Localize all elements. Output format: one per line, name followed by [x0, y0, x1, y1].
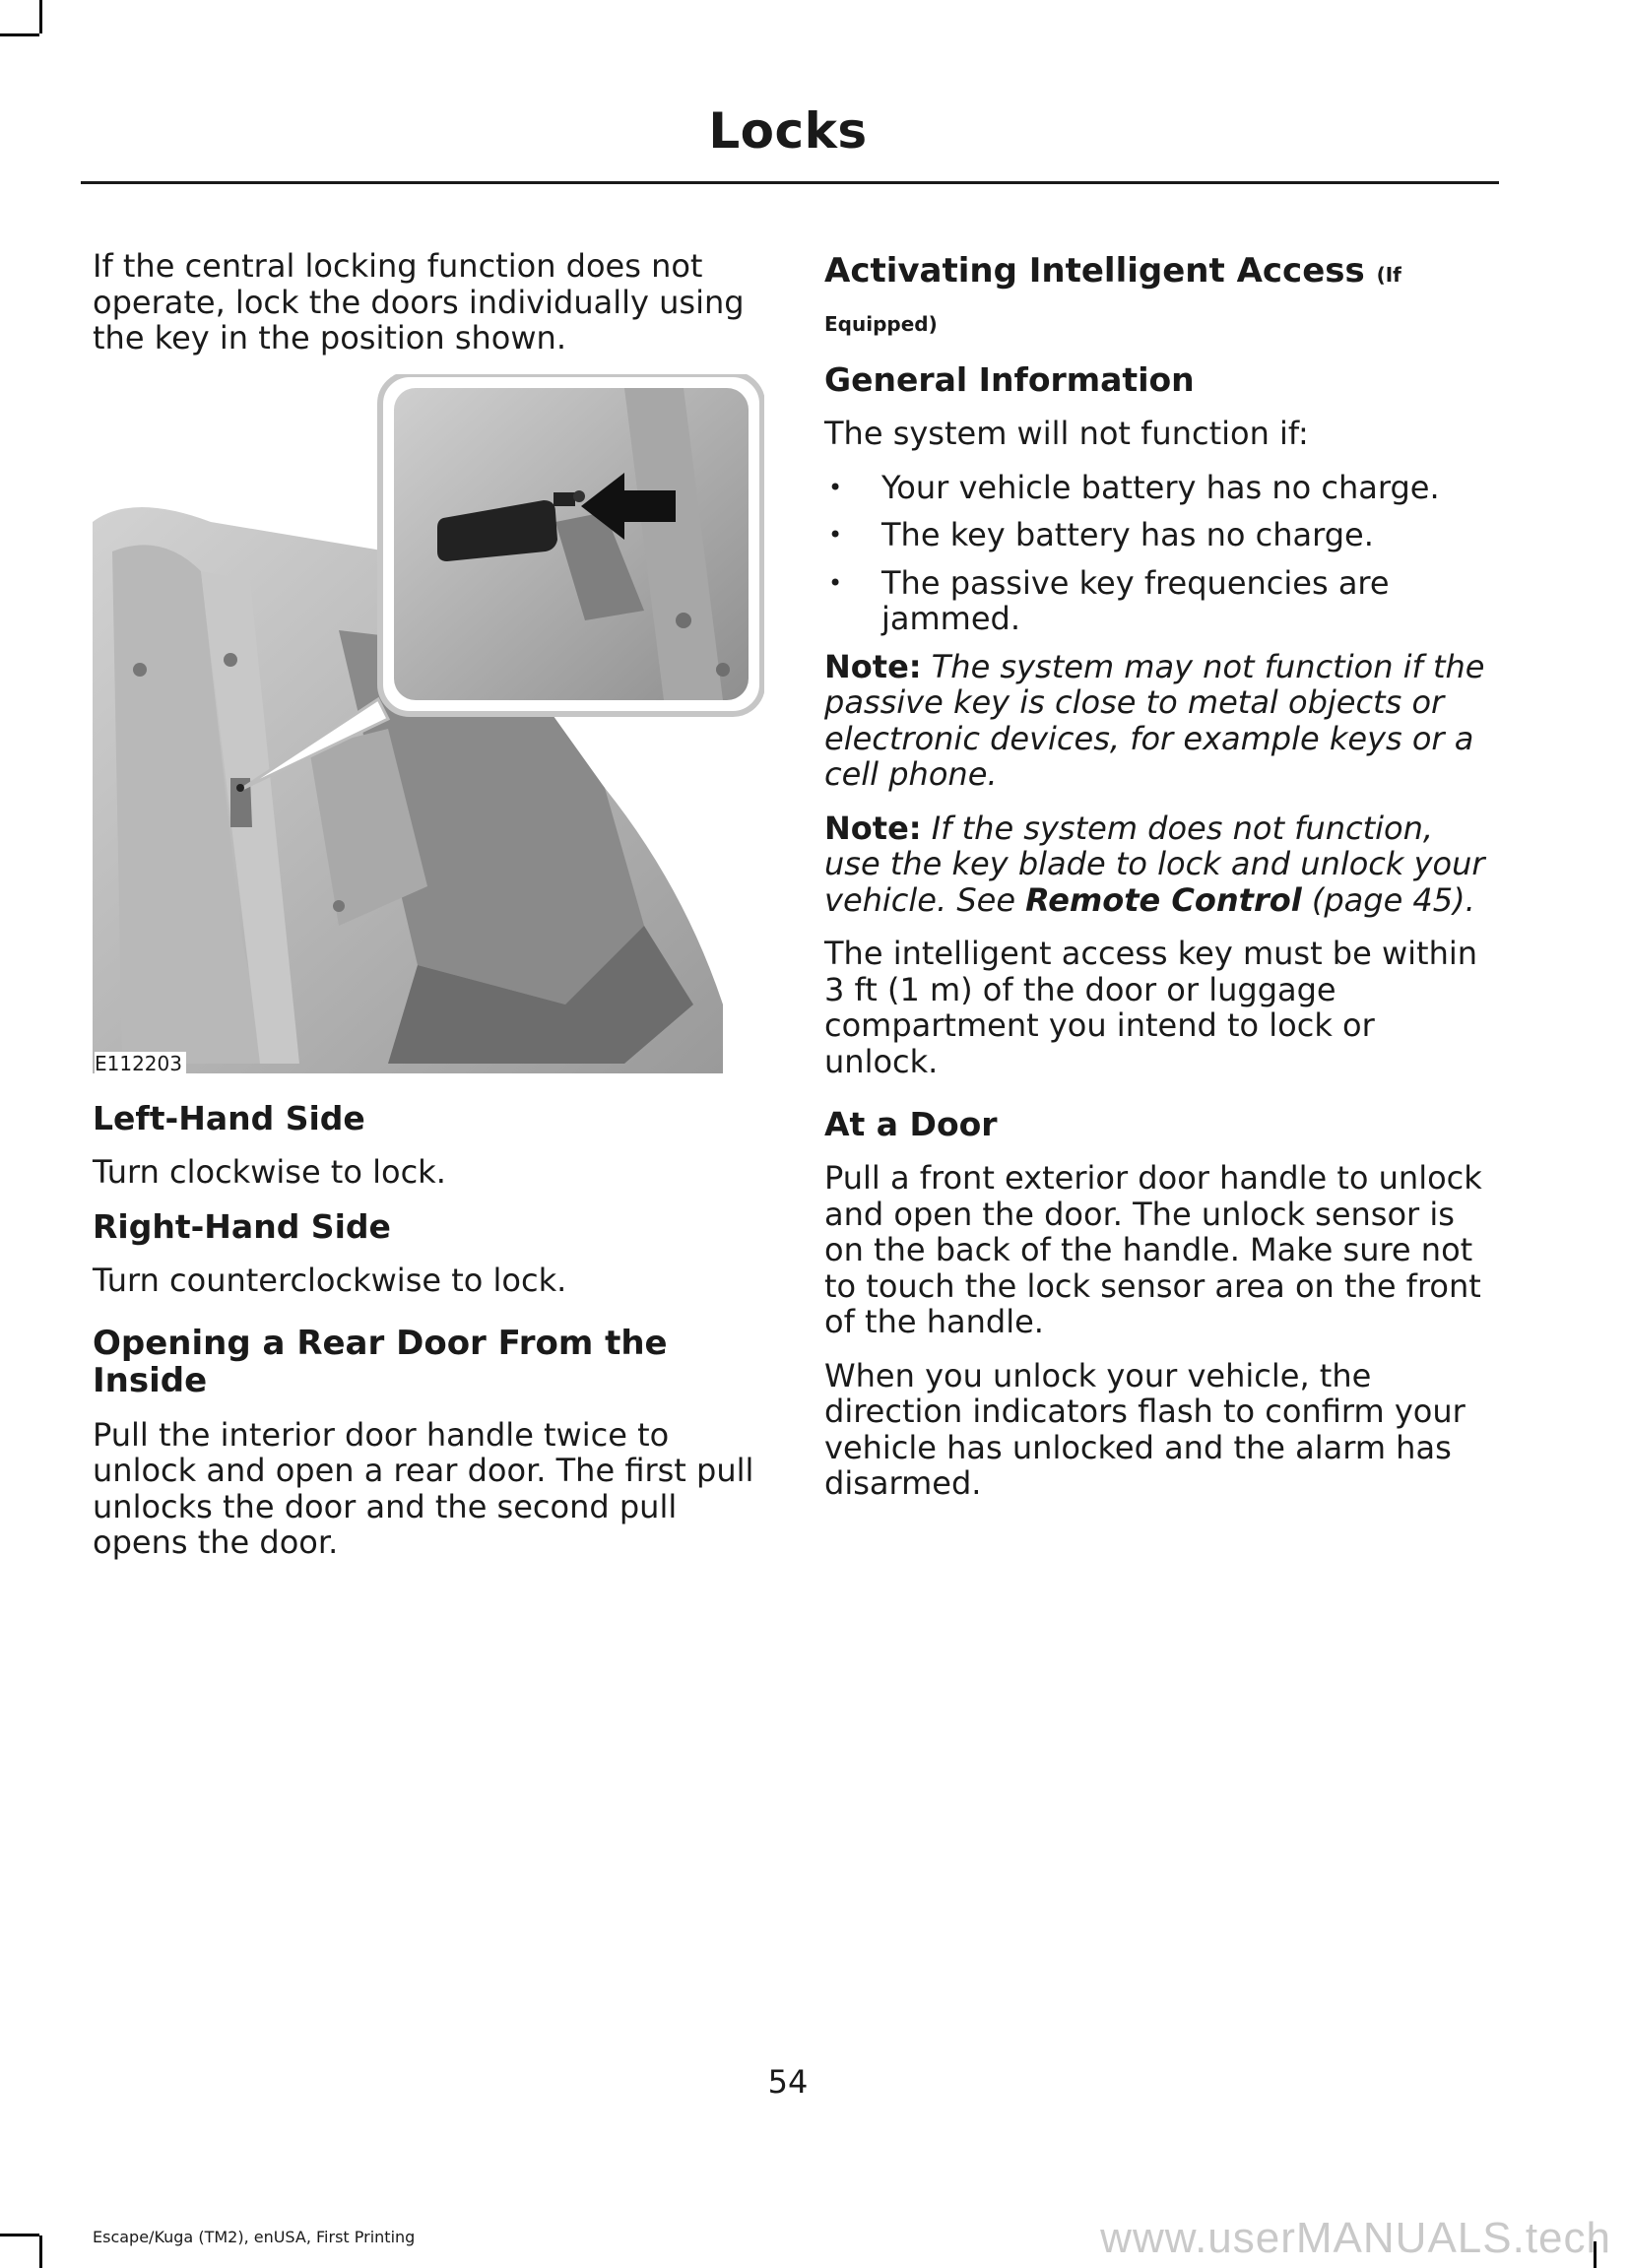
page-number: 54 — [767, 2063, 809, 2101]
list-item: • Your vehicle battery has no charge. — [824, 470, 1494, 506]
watermark: www.userMANUALS.tech — [1100, 2214, 1611, 2262]
lhs-heading: Left-Hand Side — [93, 1098, 365, 1137]
failure-conditions-list — [824, 470, 1494, 637]
lhs-text: Turn clockwise to lock. — [93, 1152, 446, 1191]
list-item: • The passive key frequencies are jammed. — [824, 565, 1494, 637]
list-item: • The key battery has no charge. — [824, 517, 1494, 553]
rear-door-text: Pull the interior door handle twice to unlock and open a rear door. The first pull unlocks the door and the second pull opens the door. — [93, 1415, 754, 1561]
general-info-heading: General Information — [824, 360, 1195, 399]
crop-mark — [39, 0, 42, 33]
crop-mark — [39, 2236, 42, 2268]
intelligent-access-heading — [824, 248, 1494, 347]
door-lock-illustration — [93, 374, 764, 1073]
remote-control-link[interactable]: Remote Control — [1025, 880, 1302, 919]
page-title: Locks — [708, 102, 868, 160]
note-metal-objects — [824, 649, 1494, 793]
note-text: The system may not function if the passive key is close to metal objects or electronic devices, for example keys or a cell phone. — [824, 647, 1485, 793]
header-rule — [81, 181, 1499, 184]
if-equipped-label: (If Equipped) — [824, 263, 1401, 336]
rhs-text: Turn counterclockwise to lock. — [93, 1262, 567, 1299]
figure-id: E112203 — [95, 1052, 186, 1075]
rhs-heading: Right-Hand Side — [93, 1207, 391, 1246]
crop-mark — [0, 2234, 39, 2236]
page-reference: (page 45). — [1311, 880, 1475, 919]
crop-mark — [0, 33, 39, 36]
edition-label: Escape/Kuga (TM2), enUSA, First Printing — [93, 2228, 416, 2246]
right-column — [824, 248, 1494, 1520]
door-text: Pull a front exterior door handle to unlock and open the door. The unlock sensor is on the back of the handle. Make sure not to touch the lock sensor area on the front of the handle. — [824, 1159, 1482, 1340]
indicator-text: When you unlock your vehicle, the direction indicators flash to confirm your vehicle has unlocked and the alarm has disarmed. — [824, 1356, 1466, 1502]
note-key-blade — [824, 810, 1494, 919]
range-text: The intelligent access key must be within 3 ft (1 m) of the door or luggage compartment you intend to lock or unlock. — [824, 935, 1478, 1080]
door-lock-drawing — [93, 374, 764, 1073]
left-column — [93, 248, 762, 1579]
intro-paragraph: If the central locking function does not operate, lock the doors individually using the key in the position shown. — [93, 247, 745, 356]
intelligent-access-title: Activating Intelligent Access — [824, 251, 1365, 291]
rear-door-heading: Opening a Rear Door From the Inside — [93, 1323, 668, 1400]
system-intro: The system will not function if: — [824, 415, 1309, 452]
note-label: Note: — [824, 809, 922, 847]
note-text: If the system does not function, use the key blade to lock and unlock your vehicle. See — [824, 809, 1485, 919]
note-label: Note: — [824, 647, 922, 685]
at-a-door-heading: At a Door — [824, 1105, 998, 1143]
